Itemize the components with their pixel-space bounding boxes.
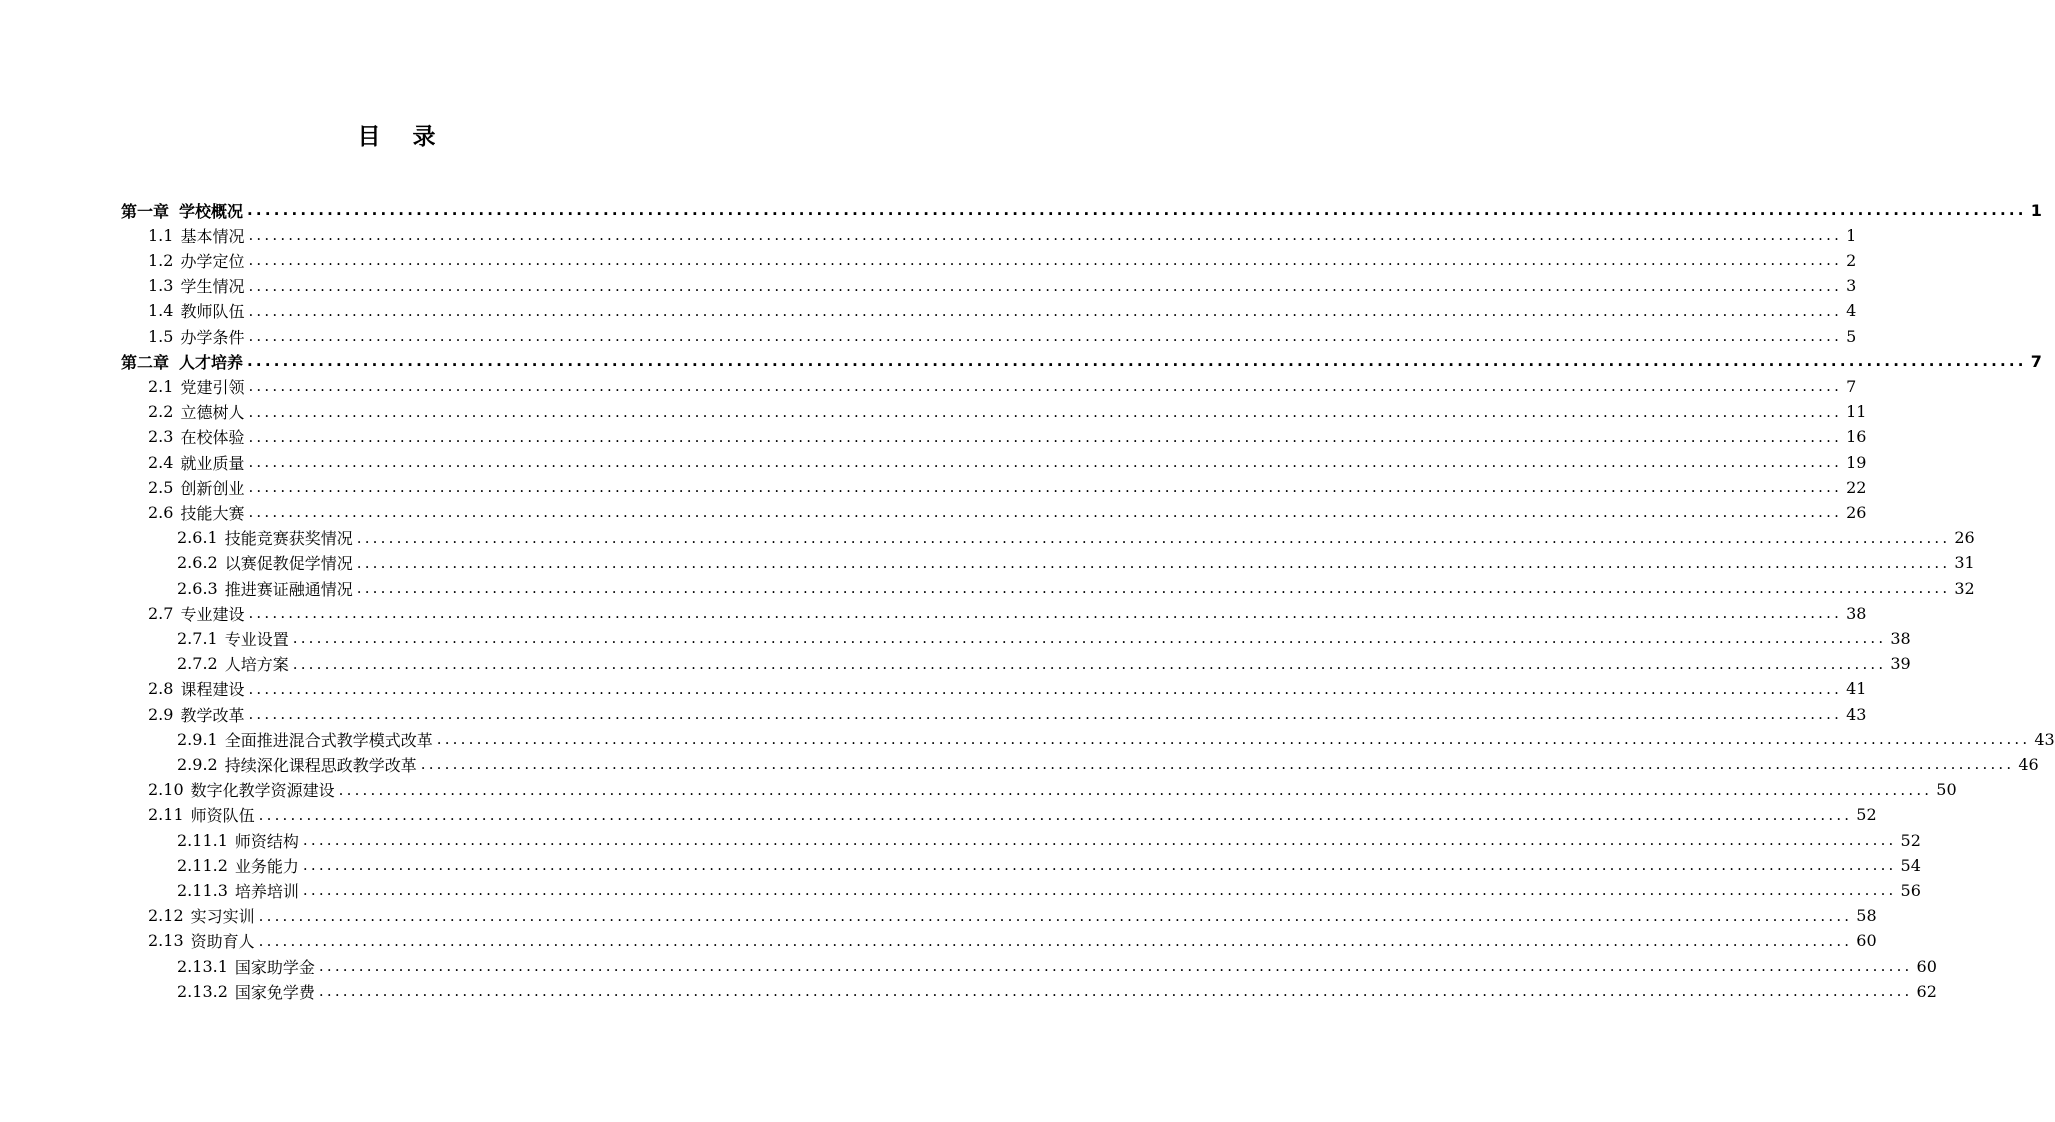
toc-entry-title: 师资队伍 [190, 806, 255, 826]
toc-entry-title: 党建引领 [180, 377, 245, 397]
toc-entry[interactable] [148, 802, 1877, 828]
dot-leader: ........................................................................................................................................................................................................ [248, 301, 1843, 320]
toc-page-number: 1 [2030, 200, 2042, 220]
toc-entry-title: 人才培养 [179, 352, 244, 372]
toc-entry-number: 1.4 [148, 301, 174, 321]
toc-entry[interactable] [177, 575, 1975, 601]
dot-leader: ........................................................................................................................................................................................................ [302, 856, 1897, 875]
toc-entry[interactable] [148, 399, 1867, 425]
toc-page-number: 3 [1846, 276, 1857, 296]
toc-entry-title: 教学改革 [180, 705, 245, 725]
toc-entry-number: 2.11.1 [177, 830, 228, 850]
toc-page-number: 26 [1954, 528, 1975, 548]
toc-entry[interactable] [177, 751, 2039, 777]
dot-leader: ........................................................................................................................................................................................................ [258, 931, 1853, 950]
toc-entry-number: 第二章 [121, 352, 170, 372]
toc-entry-title: 推进赛证融通情况 [224, 579, 353, 599]
toc-entry-number: 2.3 [148, 427, 174, 447]
toc-page-number: 38 [1846, 603, 1867, 623]
dot-leader: ........................................................................................................................................................................................................ [356, 553, 1951, 572]
dot-leader: ........................................................................................................................................................................................................ [247, 352, 2027, 371]
toc-page-number: 43 [1846, 704, 1867, 724]
toc-entry[interactable] [148, 424, 1867, 450]
toc-page-number: 58 [1856, 906, 1877, 926]
toc-entry[interactable] [148, 676, 1867, 702]
toc-page-number: 32 [1954, 578, 1975, 598]
dot-leader: ........................................................................................................................................................................................................ [248, 377, 1843, 396]
toc-entry-title: 业务能力 [234, 856, 299, 876]
toc-entry[interactable] [177, 651, 1911, 677]
toc-page-number: 41 [1846, 679, 1867, 699]
toc-page-number: 52 [1856, 805, 1877, 825]
toc-entry-number: 2.1 [148, 376, 174, 396]
toc-page-number: 60 [1856, 931, 1877, 951]
dot-leader: ........................................................................................................................................................................................................ [318, 957, 1913, 975]
toc-entry[interactable] [177, 625, 1911, 651]
toc-entry[interactable] [148, 298, 1857, 324]
toc-entry-number: 2.5 [148, 477, 174, 497]
toc-page-number: 43 [2034, 729, 2055, 749]
toc-entry-number: 2.6.2 [177, 553, 218, 573]
toc-entry[interactable] [148, 903, 1877, 929]
toc-page-number: 46 [2018, 754, 2039, 774]
dot-leader: ........................................................................................................................................................................................................ [302, 831, 1897, 849]
toc-entry[interactable] [148, 373, 1857, 399]
toc-page-number: 5 [1846, 326, 1857, 346]
toc-entry-number: 2.9.2 [177, 754, 218, 774]
toc-entry[interactable] [148, 928, 1877, 954]
toc-entry[interactable] [177, 827, 1921, 853]
toc-entry-title: 全面推进混合式教学模式改革 [224, 730, 433, 750]
dot-leader: ........................................................................................................................................................................................................ [248, 276, 1843, 295]
toc-entry-title: 创新创业 [180, 478, 245, 498]
toc-entry-title: 以赛促教促学情况 [224, 554, 353, 574]
dot-leader: ........................................................................................................................................................................................................ [248, 251, 1843, 270]
toc-entry-number: 2.7.1 [177, 628, 218, 648]
toc-entry-title: 师资结构 [234, 831, 299, 851]
toc-entry-title: 就业质量 [180, 453, 245, 473]
dot-leader: ........................................................................................................................................................................................................ [248, 427, 1843, 446]
toc-page-number: 38 [1890, 628, 1911, 648]
dot-leader: ........................................................................................................................................................................................................ [248, 679, 1843, 698]
toc-entry-number: 2.13 [148, 931, 184, 951]
toc-entry[interactable] [177, 525, 1975, 551]
toc-entry[interactable] [148, 247, 1857, 273]
toc-page-number: 31 [1954, 553, 1975, 573]
dot-leader: ........................................................................................................................................................................................................ [248, 453, 1843, 471]
dot-leader: ........................................................................................................................................................................................................ [258, 906, 1853, 925]
toc-entry[interactable] [177, 726, 2055, 752]
toc-entry-title: 课程建设 [180, 680, 245, 700]
toc-entry[interactable] [148, 474, 1867, 500]
toc-page-number: 60 [1916, 956, 1937, 976]
toc-entry-title: 数字化教学资源建设 [190, 781, 335, 801]
toc-entry-title: 立德树人 [180, 403, 245, 423]
dot-leader: ........................................................................................................................................................................................................ [338, 780, 1933, 799]
dot-leader: ........................................................................................................................................................................................................ [302, 881, 1897, 900]
toc-page-number: 50 [1936, 780, 1957, 800]
toc-page-number: 52 [1900, 830, 1921, 850]
toc-entry[interactable] [148, 222, 1857, 248]
toc-page-number: 39 [1890, 654, 1911, 674]
toc-entry-number: 1.1 [148, 225, 174, 245]
dot-leader: ........................................................................................................................................................................................................ [292, 654, 1887, 673]
toc-entry[interactable] [177, 978, 1937, 1004]
toc-entry[interactable] [148, 449, 1867, 475]
toc-page-number: 26 [1846, 502, 1867, 522]
toc-entry[interactable] [148, 273, 1857, 299]
toc-entry-number: 2.2 [148, 402, 174, 422]
toc-entry-number: 2.13.1 [177, 956, 228, 976]
toc-page-number: 54 [1900, 855, 1921, 875]
toc-entry-number: 2.6.1 [177, 528, 218, 548]
toc-entry-title: 在校体验 [180, 428, 245, 448]
toc-entry-number: 第一章 [121, 201, 170, 221]
toc-chapter[interactable] [121, 197, 2042, 223]
toc-entry-number: 2.6.3 [177, 578, 218, 598]
toc-page-number: 4 [1846, 301, 1857, 321]
toc-entry[interactable] [177, 953, 1937, 979]
toc-entry[interactable] [177, 550, 1975, 576]
toc-entry-number: 2.10 [148, 780, 184, 800]
dot-leader: ........................................................................................................................................................................................................ [248, 226, 1843, 245]
toc-entry-title: 专业建设 [180, 604, 245, 624]
toc-entry[interactable] [148, 323, 1857, 349]
dot-leader: ........................................................................................................................................................................................................ [248, 503, 1843, 522]
dot-leader: ........................................................................................................................................................................................................ [318, 982, 1913, 1001]
toc-page-number: 22 [1846, 477, 1867, 497]
dot-leader: ........................................................................................................................................................................................................ [258, 805, 1853, 824]
toc-entry-title: 学生情况 [180, 277, 245, 297]
toc-entry-number: 1.5 [148, 326, 174, 346]
toc-entry-number: 2.6 [148, 502, 174, 522]
toc-entry[interactable] [177, 852, 1921, 878]
dot-leader: ........................................................................................................................................................................................................ [420, 755, 2015, 774]
toc-entry-number: 2.7.2 [177, 654, 218, 674]
dot-leader: ........................................................................................................................................................................................................ [292, 629, 1887, 648]
toc-page-number: 19 [1846, 452, 1867, 472]
toc-entry-title: 技能大赛 [180, 503, 245, 523]
toc-entry[interactable] [148, 777, 1957, 803]
dot-leader: ........................................................................................................................................................................................................ [247, 201, 2027, 219]
toc-page-number: 1 [1846, 225, 1857, 245]
toc-entry-number: 2.8 [148, 679, 174, 699]
toc-entry-title: 国家助学金 [234, 957, 315, 977]
toc-entry-number: 2.13.2 [177, 981, 228, 1001]
dot-leader: ........................................................................................................................................................................................................ [436, 730, 2031, 749]
toc-page-number: 7 [1846, 376, 1857, 396]
toc-entry-title: 学校概况 [179, 201, 244, 221]
toc-entry-title: 培养培训 [234, 881, 299, 901]
toc-chapter[interactable] [121, 348, 2042, 374]
toc-entry-number: 1.3 [148, 276, 174, 296]
toc-page-number: 7 [2030, 351, 2042, 371]
toc-entry-number: 2.9.1 [177, 729, 218, 749]
toc-entry-title: 人培方案 [224, 655, 289, 675]
toc-entry-title: 国家免学费 [234, 982, 315, 1002]
toc-page-number: 11 [1846, 402, 1867, 422]
toc-entry-title: 办学定位 [180, 251, 245, 271]
toc-entry[interactable] [148, 701, 1867, 727]
toc-entry-number: 2.4 [148, 452, 174, 472]
toc-page-number: 62 [1916, 981, 1937, 1001]
toc-entry-number: 2.9 [148, 704, 174, 724]
toc-entry[interactable] [177, 877, 1921, 903]
toc-page-number: 56 [1900, 880, 1921, 900]
toc-entry-number: 2.11.3 [177, 880, 228, 900]
dot-leader: ........................................................................................................................................................................................................ [248, 478, 1843, 497]
toc-entry-number: 2.11 [148, 805, 184, 825]
dot-leader: ........................................................................................................................................................................................................ [248, 604, 1843, 623]
toc-entry-title: 专业设置 [224, 629, 289, 649]
dot-leader: ........................................................................................................................................................................................................ [248, 327, 1843, 345]
toc-entry-title: 持续深化课程思政教学改革 [224, 755, 417, 775]
toc-page-number: 16 [1846, 427, 1867, 447]
toc-entry-number: 2.7 [148, 603, 174, 623]
toc-entry[interactable] [148, 499, 1867, 525]
toc-entry-title: 技能竞赛获奖情况 [224, 529, 353, 549]
toc-entry-title: 资助育人 [190, 932, 255, 952]
page-title: 目 录 [357, 124, 448, 150]
toc-entry-number: 2.12 [148, 906, 184, 926]
toc-entry-number: 1.2 [148, 250, 174, 270]
toc-entry-number: 2.11.2 [177, 855, 228, 875]
toc-entry-title: 教师队伍 [180, 302, 245, 322]
dot-leader: ........................................................................................................................................................................................................ [248, 402, 1843, 421]
dot-leader: ........................................................................................................................................................................................................ [248, 705, 1843, 723]
toc-entry-title: 基本情况 [180, 226, 245, 246]
toc-entry[interactable] [148, 600, 1867, 626]
dot-leader: ........................................................................................................................................................................................................ [356, 528, 1951, 547]
toc-page-number: 2 [1846, 250, 1857, 270]
toc-entry-title: 实习实训 [190, 907, 255, 927]
toc-entry-title: 办学条件 [180, 327, 245, 347]
dot-leader: ........................................................................................................................................................................................................ [356, 579, 1951, 597]
